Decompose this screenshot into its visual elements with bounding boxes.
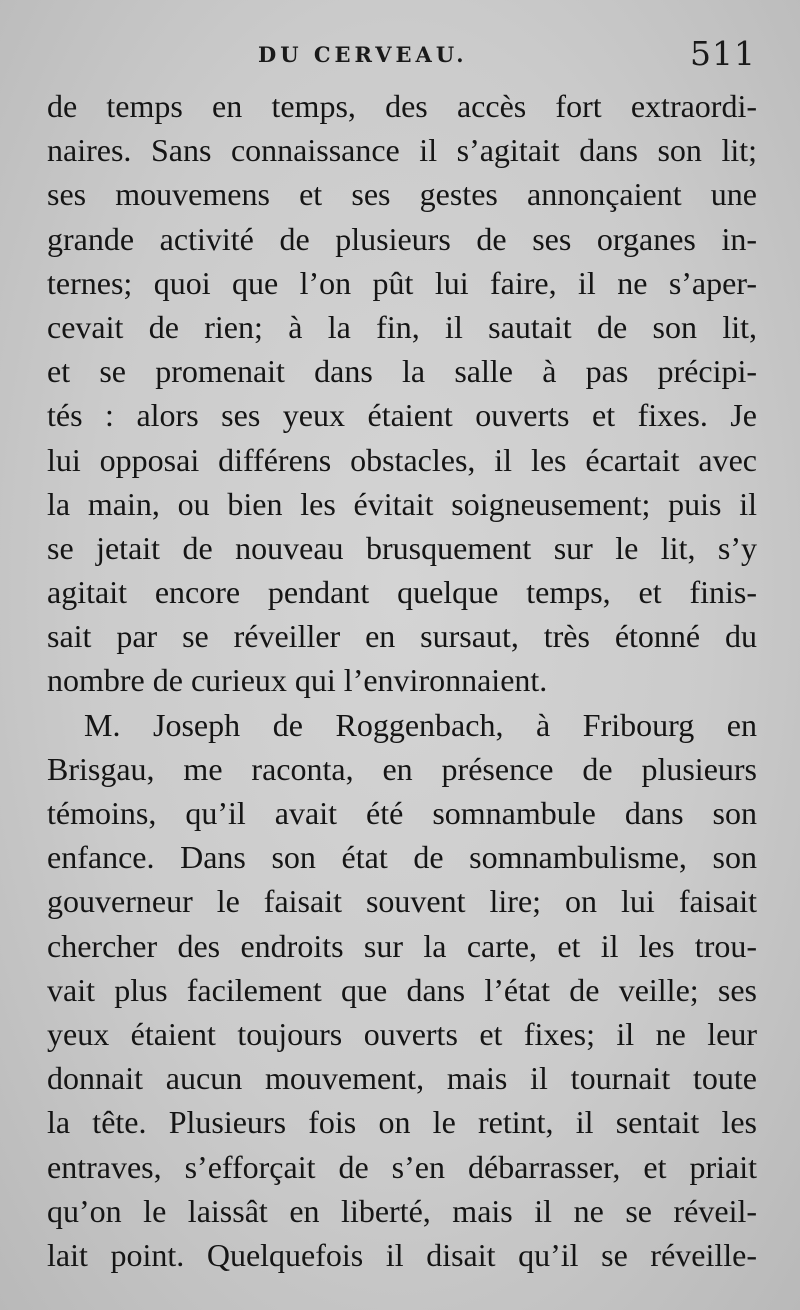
text-line: sait par se réveiller en sursaut, très étonné du (47, 618, 757, 655)
text-line: grande activité de plusieurs de ses organes in- (47, 220, 757, 257)
text-line: ses mouvemens et ses gestes annonçaient une (47, 176, 757, 213)
body-text (47, 84, 757, 1277)
text-line: chercher des endroits sur la carte, et il les trou- (47, 927, 757, 964)
text-line: la tête. Plusieurs fois on le retint, il sentait les (47, 1104, 757, 1141)
text-line: nombre de curieux qui l’environnaient. (47, 662, 548, 699)
text-line: donnait aucun mouvement, mais il tournait toute (47, 1060, 757, 1097)
text-line: lui opposai différens obstacles, il les écartait avec (47, 441, 757, 478)
text-line: et se promenait dans la salle à pas précipi- (47, 353, 757, 390)
text-line: tés : alors ses yeux étaient ouverts et fixes. Je (47, 397, 757, 434)
page-header (0, 34, 800, 74)
text-line: cevait de rien; à la fin, il sautait de son lit, (47, 308, 757, 345)
text-line: agitait encore pendant quelque temps, et finis- (47, 574, 757, 611)
running-title: DU CERVEAU. (258, 42, 468, 67)
text-line: se jetait de nouveau brusquement sur le lit, s’y (47, 529, 757, 566)
text-line: enfance. Dans son état de somnambulisme, son (47, 839, 757, 876)
text-line: M. Joseph de Roggenbach, à Fribourg en (84, 706, 757, 743)
text-line: naires. Sans connaissance il s’agitait dans son lit; (47, 132, 757, 169)
text-line: Brisgau, me raconta, en présence de plusieurs (47, 750, 757, 787)
text-line: gouverneur le faisait souvent lire; on lui faisait (47, 883, 757, 920)
text-line: qu’on le laissât en liberté, mais il ne se réveil- (47, 1192, 757, 1229)
text-line: la main, ou bien les évitait soigneusement; puis il (47, 485, 757, 522)
text-line: ternes; quoi que l’on pût lui faire, il ne s’aper- (47, 264, 757, 301)
text-line: témoins, qu’il avait été somnambule dans son (47, 795, 757, 831)
text-line: entraves, s’efforçait de s’en débarrasser, et priait (47, 1148, 757, 1185)
text-line: lait point. Quelquefois il disait qu’il se réveille- (47, 1236, 757, 1273)
text-line: vait plus facilement que dans l’état de veille; ses (47, 971, 757, 1008)
text-line: de temps en temps, des accès fort extraordi- (47, 88, 757, 124)
text-line: yeux étaient toujours ouverts et fixes; il ne leur (47, 1015, 757, 1052)
page-number: 511 (690, 34, 756, 73)
